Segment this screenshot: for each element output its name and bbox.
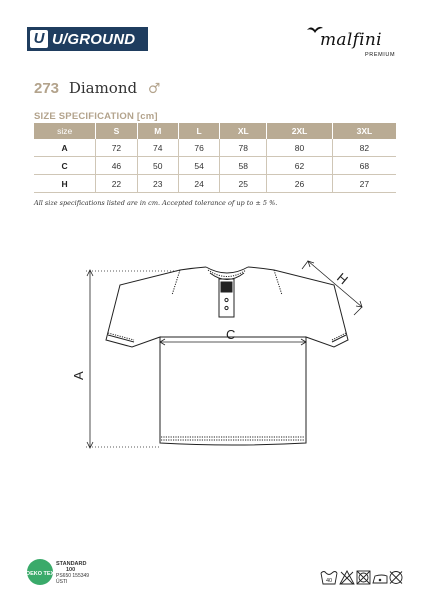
table-row bbox=[34, 157, 396, 175]
dimension-label-a: A bbox=[71, 371, 86, 380]
table-cell: 80 bbox=[267, 139, 333, 157]
table-cell: 74 bbox=[137, 139, 178, 157]
table-cell: 27 bbox=[332, 175, 396, 193]
shirt-outline bbox=[106, 267, 348, 445]
table-cell: 78 bbox=[220, 139, 267, 157]
product-number: 273 bbox=[34, 80, 60, 97]
table-cell: 25 bbox=[220, 175, 267, 193]
dimension-a bbox=[86, 270, 180, 448]
size-table-header bbox=[34, 123, 396, 139]
table-header-cell: 2XL bbox=[267, 123, 333, 139]
table-header-cell: size bbox=[34, 123, 96, 139]
size-spec-title: SIZE SPECIFICATION [cm] bbox=[34, 111, 158, 122]
no-bleach-icon bbox=[340, 571, 354, 584]
u-ground-logo bbox=[27, 27, 148, 51]
table-row bbox=[34, 175, 396, 193]
wash-temp: 40 bbox=[325, 578, 333, 584]
table-cell: 50 bbox=[137, 157, 178, 175]
wash-40-icon bbox=[321, 572, 337, 585]
table-cell: 22 bbox=[96, 175, 137, 193]
table-cell: 68 bbox=[332, 157, 396, 175]
table-header-cell: L bbox=[178, 123, 219, 139]
malfini-logo bbox=[300, 22, 405, 62]
table-row-label: C bbox=[34, 157, 96, 175]
polo-shirt-diagram bbox=[60, 255, 370, 465]
table-cell: 58 bbox=[220, 157, 267, 175]
size-table bbox=[34, 123, 396, 193]
iron-icon bbox=[373, 575, 387, 583]
oeko-number: 100 bbox=[66, 567, 76, 573]
no-dry-clean-icon bbox=[390, 572, 402, 584]
table-cell: 82 bbox=[332, 139, 396, 157]
table-header-cell: XL bbox=[220, 123, 267, 139]
table-cell: 23 bbox=[137, 175, 178, 193]
oeko-tex-info bbox=[56, 561, 89, 585]
malfini-logo-subtitle: PREMIUM bbox=[365, 52, 396, 58]
table-cell: 62 bbox=[267, 157, 333, 175]
table-cell: 26 bbox=[267, 175, 333, 193]
dimension-label-h: H bbox=[334, 269, 351, 288]
tolerance-note: All size specifications listed are in cm. Accepted tolerance of up to ± 5 %. bbox=[34, 199, 278, 207]
care-symbols bbox=[320, 568, 404, 586]
table-cell: 46 bbox=[96, 157, 137, 175]
table-row-label: A bbox=[34, 139, 96, 157]
table-cell: 24 bbox=[178, 175, 219, 193]
product-title bbox=[34, 79, 160, 97]
table-header-cell: 3XL bbox=[332, 123, 396, 139]
button bbox=[225, 306, 228, 309]
u-ground-logo-text: U/GROUND bbox=[52, 30, 136, 48]
table-header-cell: M bbox=[137, 123, 178, 139]
oeko-standard: STANDARD bbox=[56, 561, 87, 567]
dimension-h bbox=[302, 261, 362, 315]
malfini-logo-text: malfini bbox=[320, 30, 382, 50]
table-cell: 54 bbox=[178, 157, 219, 175]
table-cell: 72 bbox=[96, 139, 137, 157]
oeko-institute: ÚSTI bbox=[56, 579, 68, 585]
oeko-badge-text: OEKO TEX bbox=[26, 571, 54, 577]
oeko-tex-badge-icon bbox=[26, 558, 54, 586]
table-row bbox=[34, 139, 396, 157]
dimension-label-c: C bbox=[226, 327, 236, 342]
male-icon: ♂ bbox=[147, 81, 161, 97]
product-name: Diamond bbox=[68, 79, 138, 97]
table-cell: 76 bbox=[178, 139, 219, 157]
no-tumble-dry-icon bbox=[357, 571, 370, 584]
oeko-code: PS650 155349 bbox=[56, 573, 90, 579]
u-ground-logo-mark: U bbox=[30, 30, 48, 48]
button bbox=[225, 298, 228, 301]
table-header-cell: S bbox=[96, 123, 137, 139]
table-row-label: H bbox=[34, 175, 96, 193]
